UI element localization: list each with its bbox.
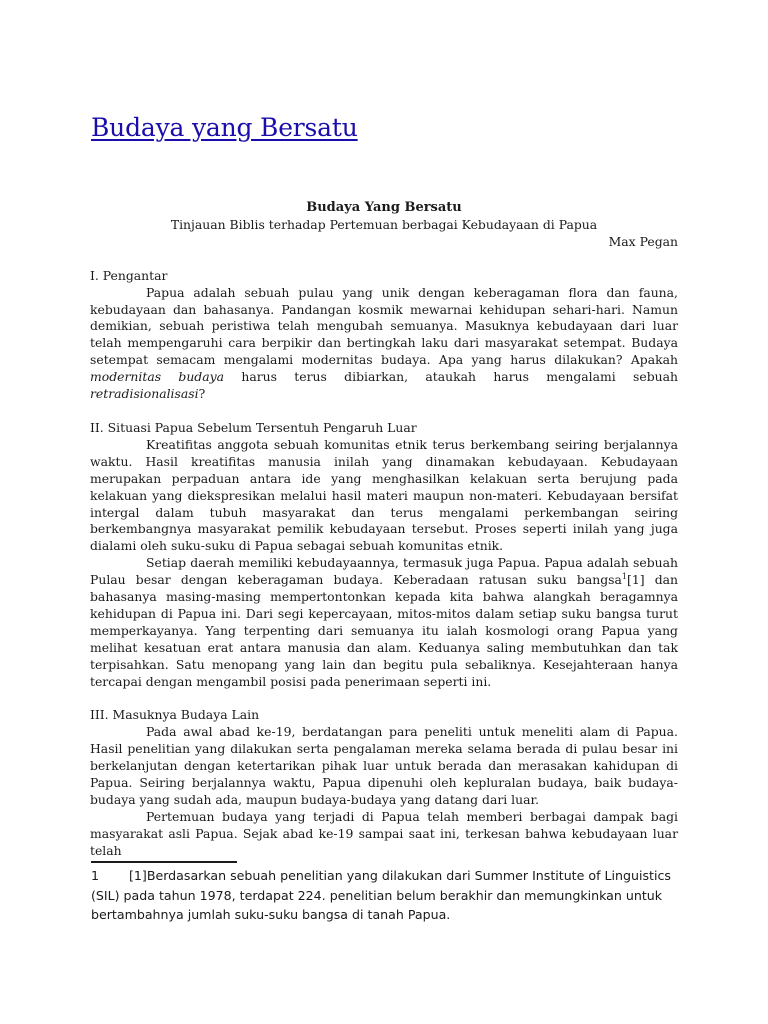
footnote-number: 1 (91, 868, 100, 883)
footnote-reference-link[interactable]: [1] (627, 572, 645, 588)
spacer (90, 403, 678, 420)
italic-term: modernitas budaya (90, 369, 225, 385)
section-heading-pengantar: I. Pengantar (90, 267, 168, 283)
paragraph-text: Papua adalah sebuah pulau yang unik dengan keberagaman flora dan fauna, kebudayaan dan bahasanya. Pandangan kosmik mewarnai kehidupan sehari-hari. Namun demikian, sebuah peristiwa telah mengubah semuanya. Masuknya kebudayaan dari luar telah mempengaruhi cara berpikir dan bertingkah laku dari masyarakat setempat. Budaya setempat semacam mengalami modernitas budaya. Apa yang harus dilakukan? Apakah (90, 284, 678, 368)
section-heading-masuknya: III. Masuknya Budaya Lain (90, 707, 260, 723)
paragraph-text: Setiap daerah memiliki kebudayaannya, termasuk juga Papua. Papua adalah sebuah Pulau besar dengan keberagaman budaya. Keberadaan ratusan suku bangsa (90, 555, 678, 588)
paragraph: Pertemuan budaya yang terjadi di Papua telah memberi berbagai dampak bagi masyarakat asli Papua. Sejak abad ke-19 sampai saat ini, terkesan bahwa kebudayaan luar telah (90, 808, 678, 858)
section-heading-situasi: II. Situasi Papua Sebelum Tersentuh Pengaruh Luar (90, 419, 417, 435)
paragraph-text: dan bahasanya masing-masing mempertontonkan kepada kita bahwa alangkah beragamnya kehidupan di Papua ini. Dari segi kepercayaan, mitos-mitos dalam setiap suku bangsa turut memperkayanya. Yang terpenting dari semuanya itu ialah kosmologi orang Papua yang melihat kesatuan erat antara manusia dan alam. Keduanya saling membutuhkan dan tak terpisahkan. Satu menopang yang lain dan begitu pula sebaliknya. Kesejahteraan hanya tercapai dengan mengambil posisi pada penerimaan seperti ini. (90, 572, 678, 689)
paragraph (90, 285, 678, 403)
document-body (90, 200, 678, 860)
paragraph (90, 555, 678, 690)
page-title-link[interactable]: Budaya yang Bersatu (91, 113, 358, 142)
document-title: Budaya Yang Bersatu (306, 200, 462, 215)
paragraph-text: ? (198, 386, 206, 402)
document-author: Max Pegan (608, 233, 678, 249)
footnote-divider (91, 861, 237, 863)
footnote-text: [1]Berdasarkan sebuah penelitian yang dilakukan dari Summer Institute of Linguistics (SIL) pada tahun 1978, terdapat 224. penelitian belum berakhir dan memungkinkan untuk bertambahnya jumlah suku-suku bangsa di tanah Papua. (91, 868, 671, 922)
footnote (91, 866, 681, 925)
paragraph: Kreatifitas anggota sebuah komunitas etnik terus berkembang seiring berjalannya waktu. Hasil kreatifitas manusia inilah yang dinamakan kebudayaan. Kebudayaan merupakan perpaduan antara ide yang menghasilkan kelakuan serta berujung pada kelakuan yang diekspresikan melalui hasil materi maupun non-materi. Kebudayaan bersifat intergal dalam tubuh masyarakat dan terus mengalami perkembangan seiring berkembangnya masyarakat pemilik kebudayaan tersebut. Proses seperti inilah yang juga dialami oleh suku-suku di Papua sebagai sebuah komunitas etnik. (90, 436, 678, 554)
document-subtitle: Tinjauan Biblis terhadap Pertemuan berbagai Kebudayaan di Papua (170, 216, 598, 232)
spacer (90, 690, 678, 707)
paragraph: Pada awal abad ke-19, berdatangan para peneliti untuk meneliti alam di Papua. Hasil penelitian yang dilakukan serta pengalaman mereka selama berada di pulau besar ini berkelanjutan dengan ketertarikan pihak luar untuk berada dan merasakan kahidupan di Papua. Seiring berjalannya waktu, Papua dipenuhi oleh kepluralan budaya, baik budaya-budaya yang sudah ada, maupun budaya-budaya yang datang dari luar. (90, 724, 678, 807)
footnote-superscript: 1 (621, 572, 627, 581)
italic-term: retradisionalisasi (90, 386, 199, 402)
paragraph-text: harus terus dibiarkan, ataukah harus mengalami sebuah (224, 369, 679, 385)
